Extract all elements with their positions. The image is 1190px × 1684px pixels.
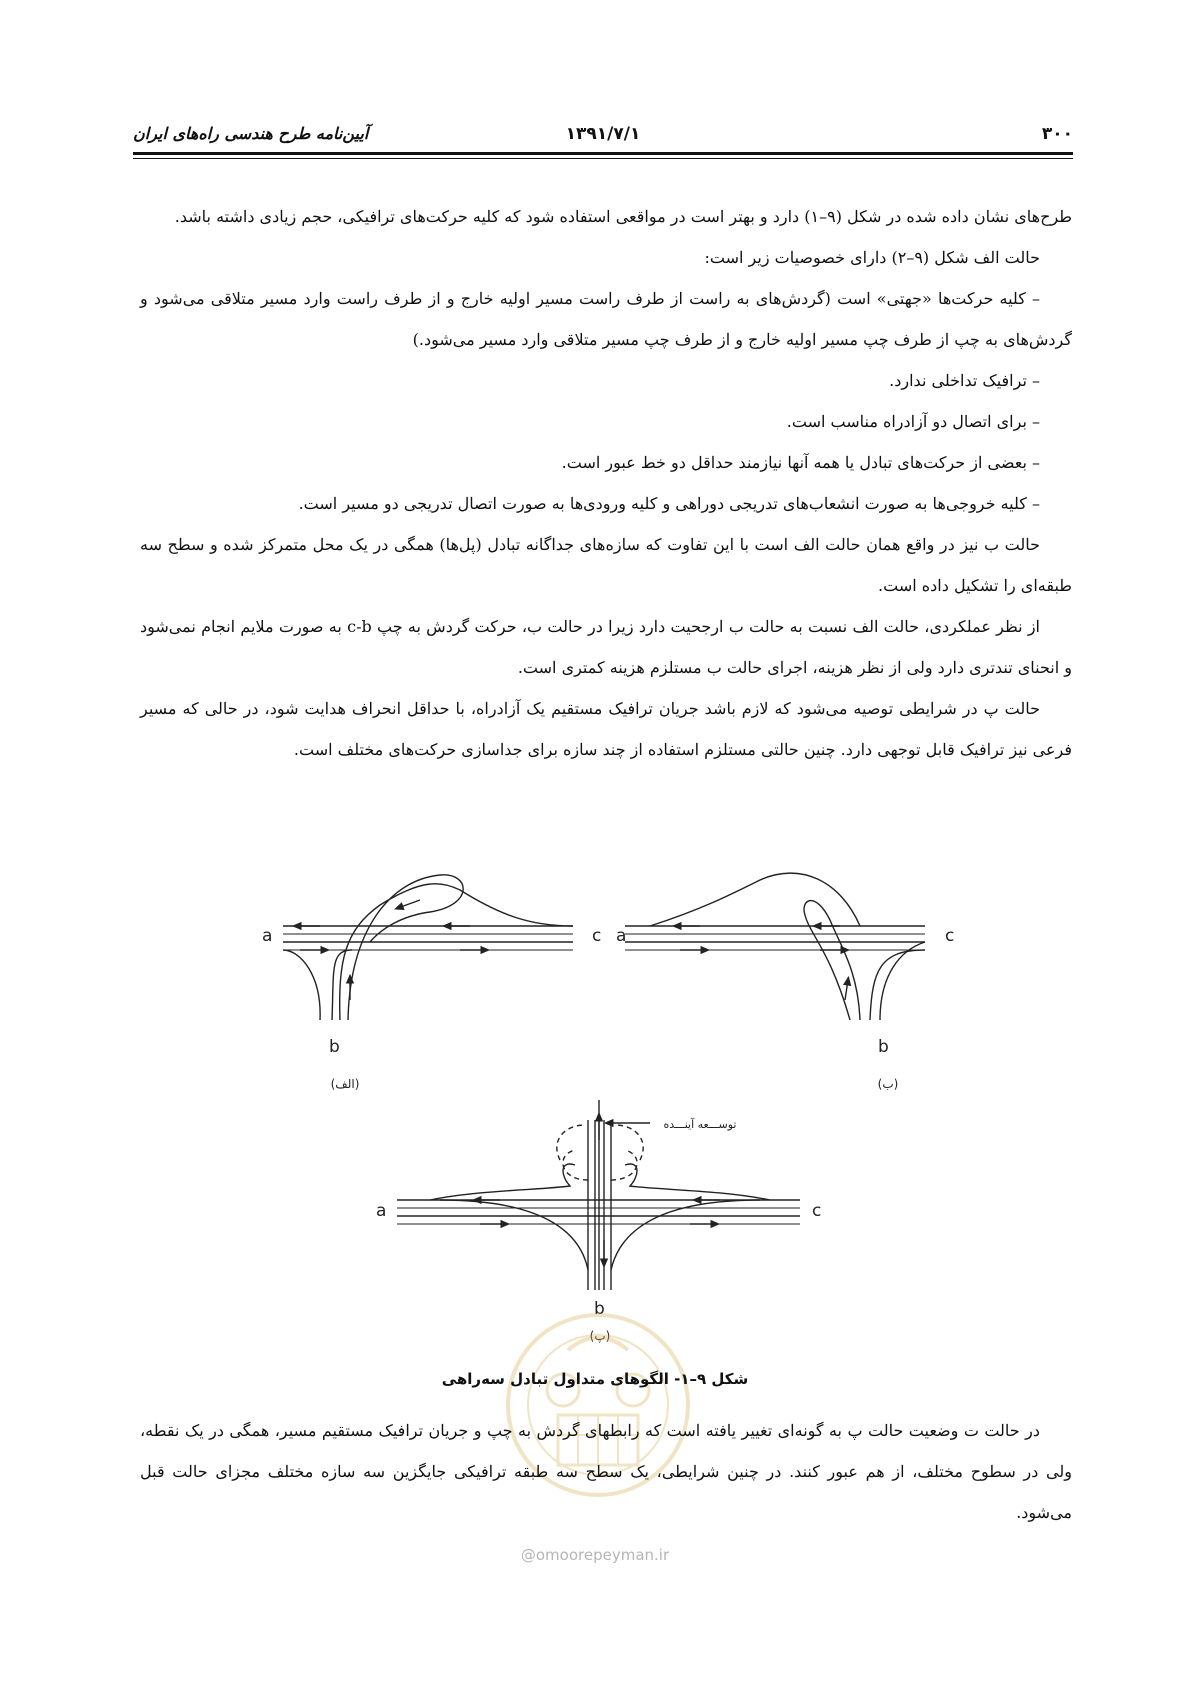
paragraph: طرح‌های نشان داده شده در شکل (۹–۱) دارد و بهتر است در مواقعی استفاده شود که کلیه حرکت‌های ترافیکی، حجم زیادی داشته باشد. xyxy=(174,207,1072,226)
watermark-site: @omoorepeyman.ir xyxy=(520,1546,670,1564)
bullet-item: – بعضی از حرکت‌های تبادل یا همه آنها نیازمند حداقل دو خط عبور است. xyxy=(561,453,1040,472)
figure-caption: شکل ۹–۱- الگوهای متداول تبادل سه‌راهی xyxy=(441,1370,749,1388)
diagram-be xyxy=(616,873,954,1091)
subcaption-alef: (الف) xyxy=(330,1077,360,1091)
diagram-alef xyxy=(262,875,601,1091)
header-title: آیین‌نامه طرح هندسی راه‌های ایران xyxy=(133,124,369,143)
label-b: b xyxy=(594,1299,605,1319)
future-expansion-label: توســـعه آینـــده xyxy=(663,1118,737,1131)
bullet-item: – برای اتصال دو آزادراه مناسب است. xyxy=(786,412,1040,431)
header-date: ۱۳۹۱/۷/۱ xyxy=(565,124,641,144)
subcaption-be: (ب) xyxy=(877,1077,899,1091)
paragraph: حالت پ در شرایطی توصیه می‌شود که لازم باشد جریان ترافیک مستقیم یک آزادراه، با حداقل انحراف هدایت شود، در حالی که مسیر فرعی نیز ترافیک قابل توجهی دارد. چنین حالتی مستلزم استفاده از چند سازه برای جداسازی حرکت‌های مختلف است. xyxy=(140,699,1072,759)
paragraph: حالت الف شکل (۹–۲) دارای خصوصیات زیر است: xyxy=(704,248,1040,267)
bullet-item: – کلیه حرکت‌ها «جهتی» است (گردش‌های به راست از طرف راست مسیر اولیه خارج و از طرف راست وارد مسیر متلاقی می‌شود و گردش‌های به چپ از طرف چپ مسیر اولیه خارج و از طرف چپ مسیر متلاقی وارد مسیر می‌شود.) xyxy=(140,289,1072,349)
bullet-item: – کلیه خروجی‌ها به صورت انشعاب‌های تدریجی دوراهی و کلیه ورودی‌ها به صورت اتصال تدریجی دو مسیر است. xyxy=(298,494,1040,513)
bullet-item: – ترافیک تداخلی ندارد. xyxy=(889,371,1040,390)
label-a: a xyxy=(616,926,627,946)
text-block-bottom xyxy=(140,1410,1072,1533)
label-a: a xyxy=(376,1201,387,1221)
label-c: c xyxy=(812,1201,822,1221)
label-a: a xyxy=(262,926,273,946)
label-b: b xyxy=(329,1037,340,1057)
label-c: c xyxy=(945,926,955,946)
page-number: ۳۰۰ xyxy=(1041,124,1073,144)
label-c: c xyxy=(592,926,602,946)
paragraph: در حالت ت وضعیت حالت پ به گونه‌ای تغییر یافته است که رابطهای گردش به چپ و جریان ترافیک مستقیم مسیر، همگی در یک نقطه، ولی در سطوح مختلف، از هم عبور کنند. در چنین شرایطی، یک سطح سه طبقه ترافیکی جایگزین سه سازه مختلف مجزای حالت قبل می‌شود. xyxy=(140,1421,1072,1522)
label-b: b xyxy=(878,1037,889,1057)
subcaption-pe: (پ) xyxy=(589,1329,611,1343)
paragraph: حالت ب نیز در واقع همان حالت الف است با این تفاوت که سازه‌های جداگانه تبادل (پل‌ها) همگی در یک محل متمرکز شده و سطح سه طبقه‌ای را تشکیل داده است. xyxy=(140,535,1072,595)
paragraph: از نظر عملکردی، حالت الف نسبت به حالت ب ارجحیت دارد زیرا در حالت ب، حرکت گردش به چپ c-b به صورت ملایم انجام نمی‌شود و انحنای تندتری دارد ولی از نظر هزینه، اجرای حالت ب مستلزم هزینه کمتری است. xyxy=(140,617,1072,677)
